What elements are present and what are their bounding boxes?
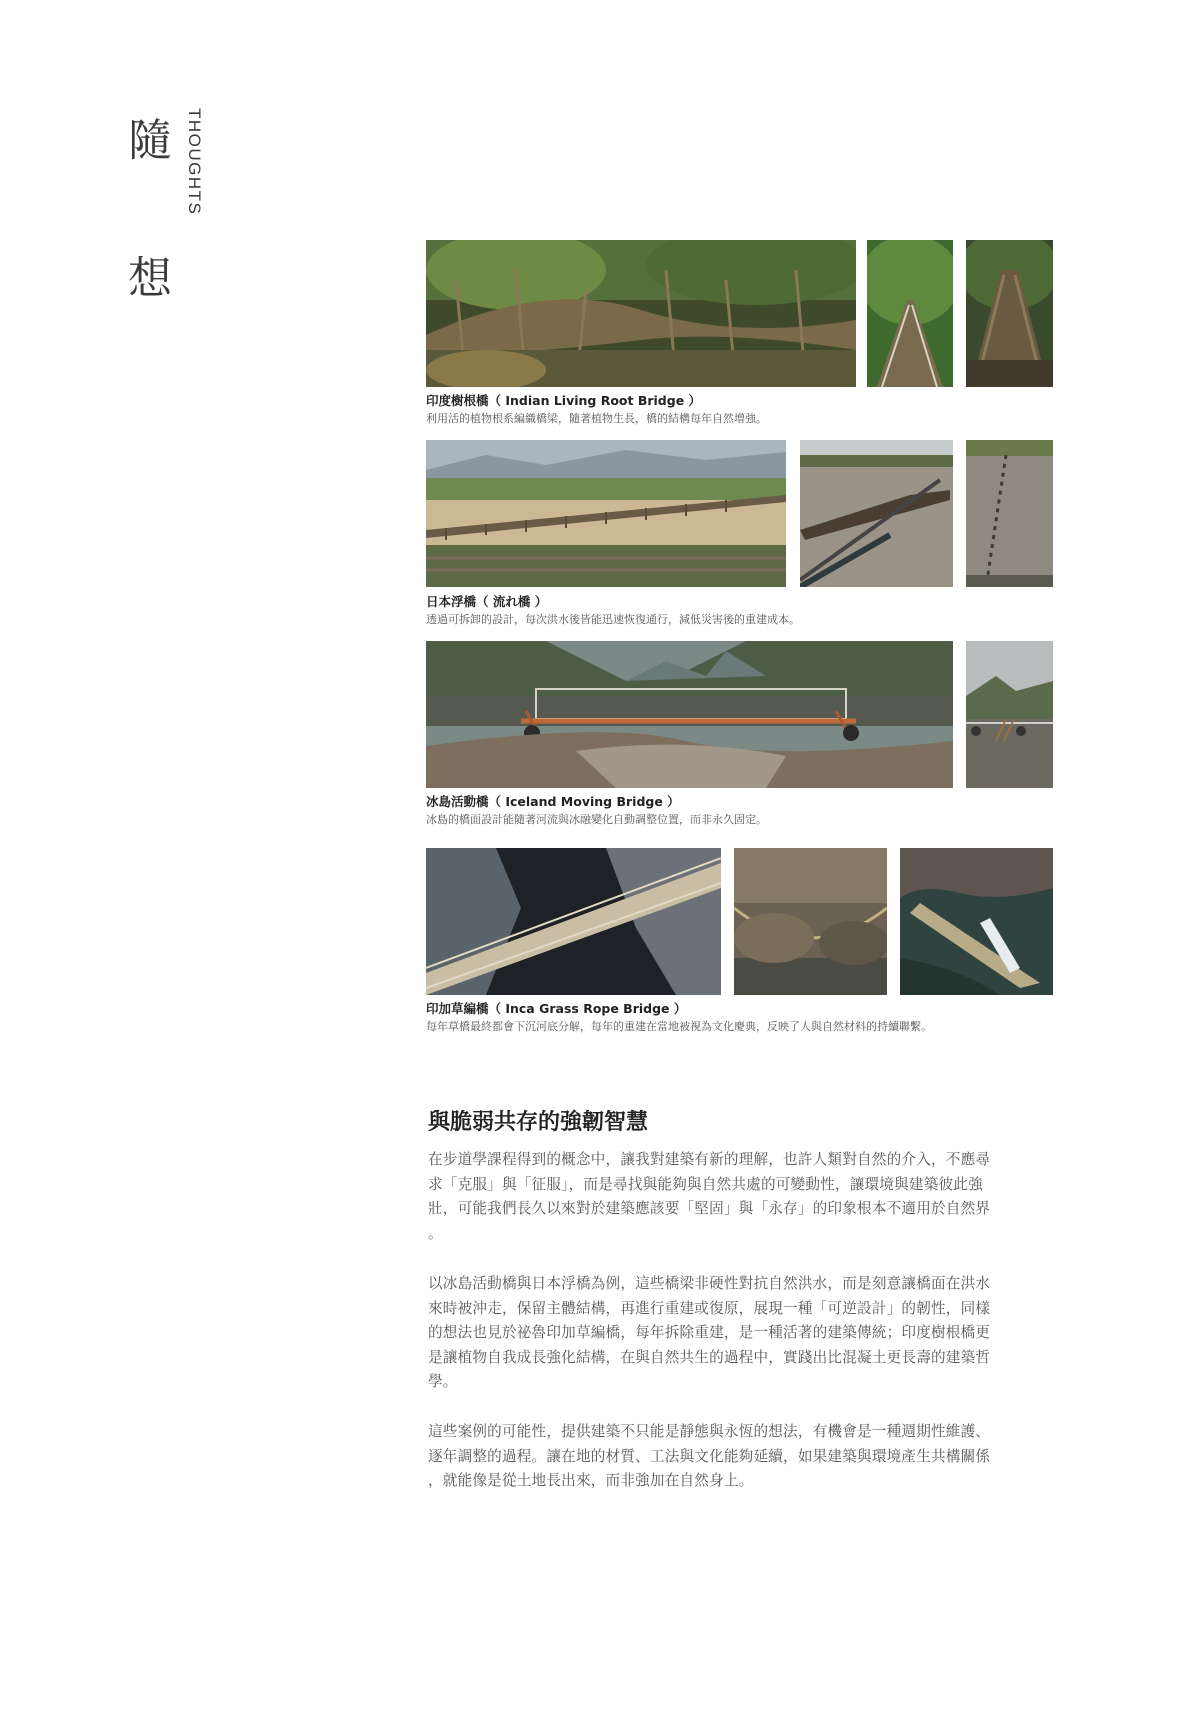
inca-bridge-photo-main (426, 848, 721, 995)
root-bridge-photo-2 (867, 240, 953, 387)
section-1-desc: 利用活的植物根系編織橋梁，隨著植物生長，橋的結構每年自然增強。 (426, 412, 767, 425)
floating-bridge-photo-main (426, 440, 786, 587)
essay-paragraph-1: 在步道學課程得到的概念中，讓我對建築有新的理解，也許人類對自然的介入，不應尋 求「克服」與「征服」，而是尋找與能夠與自然共處的可變動性，讓環境與建築彼此強 壯，可能我們長久以來對於建築應該要「堅固」與「永存」的印象根本不適用於自然界 。 (428, 1151, 991, 1242)
section-2-title: 日本浮橋（ 流れ橋 ） (426, 594, 548, 609)
root-bridge-photo-main (426, 240, 856, 387)
iceland-bridge-photo-2 (966, 641, 1053, 788)
floating-bridge-photo-2 (800, 440, 953, 587)
side-title-en: THOUGHTS (185, 108, 204, 216)
section-3-desc: 冰島的橋面設計能隨著河流與冰融變化自動調整位置，而非永久固定。 (426, 813, 767, 826)
side-title-top: 隨 (128, 115, 172, 166)
side-title-bottom: 想 (128, 253, 172, 304)
section-4-title: 印加草編橋（ Inca Grass Rope Bridge ） (426, 1001, 687, 1016)
essay-paragraph-2: 以冰島活動橋與日本浮橋為例，這些橋梁非硬性對抗自然洪水，而是刻意讓橋面在洪水 來時被沖走，保留主體結構，再進行重建或復原，展現一種「可逆設計」的韌性，同樣 的想法也見於祕魯印加草編橋，每年拆除重建，是一種活著的建築傳統；印度樹根橋更 是讓植物自我成長強化結構，在與自然共生的過程中，實踐出比混凝土更長壽的建築哲 學。 (428, 1275, 991, 1391)
section-2-desc: 透過可拆卸的設計，每次洪水後皆能迅速恢復通行，減低災害後的重建成本。 (426, 613, 800, 626)
section-1-title: 印度樹根橋（ Indian Living Root Bridge ） (426, 393, 702, 408)
floating-bridge-photo-3 (966, 440, 1053, 587)
inca-bridge-photo-3 (900, 848, 1053, 995)
section-4-desc: 每年草橋最終都會下沉河底分解，每年的重建在當地被視為文化慶典，反映了人與自然材料的持續聯繫。 (426, 1020, 932, 1033)
essay-paragraph-3: 這些案例的可能性，提供建築不只能是靜態與永恆的想法，有機會是一種週期性維護、 逐年調整的過程。讓在地的材質、工法與文化能夠延續，如果建築與環境產生共構關係 ，就能像是從土地長出來，而非強加在自然身上。 (428, 1423, 991, 1490)
section-3-title: 冰島活動橋（ Iceland Moving Bridge ） (426, 794, 680, 809)
root-bridge-photo-3 (966, 240, 1053, 387)
essay-heading: 與脆弱共存的強韌智慧 (428, 1110, 649, 1135)
iceland-bridge-photo-main (426, 641, 953, 788)
inca-bridge-photo-2 (734, 848, 887, 995)
